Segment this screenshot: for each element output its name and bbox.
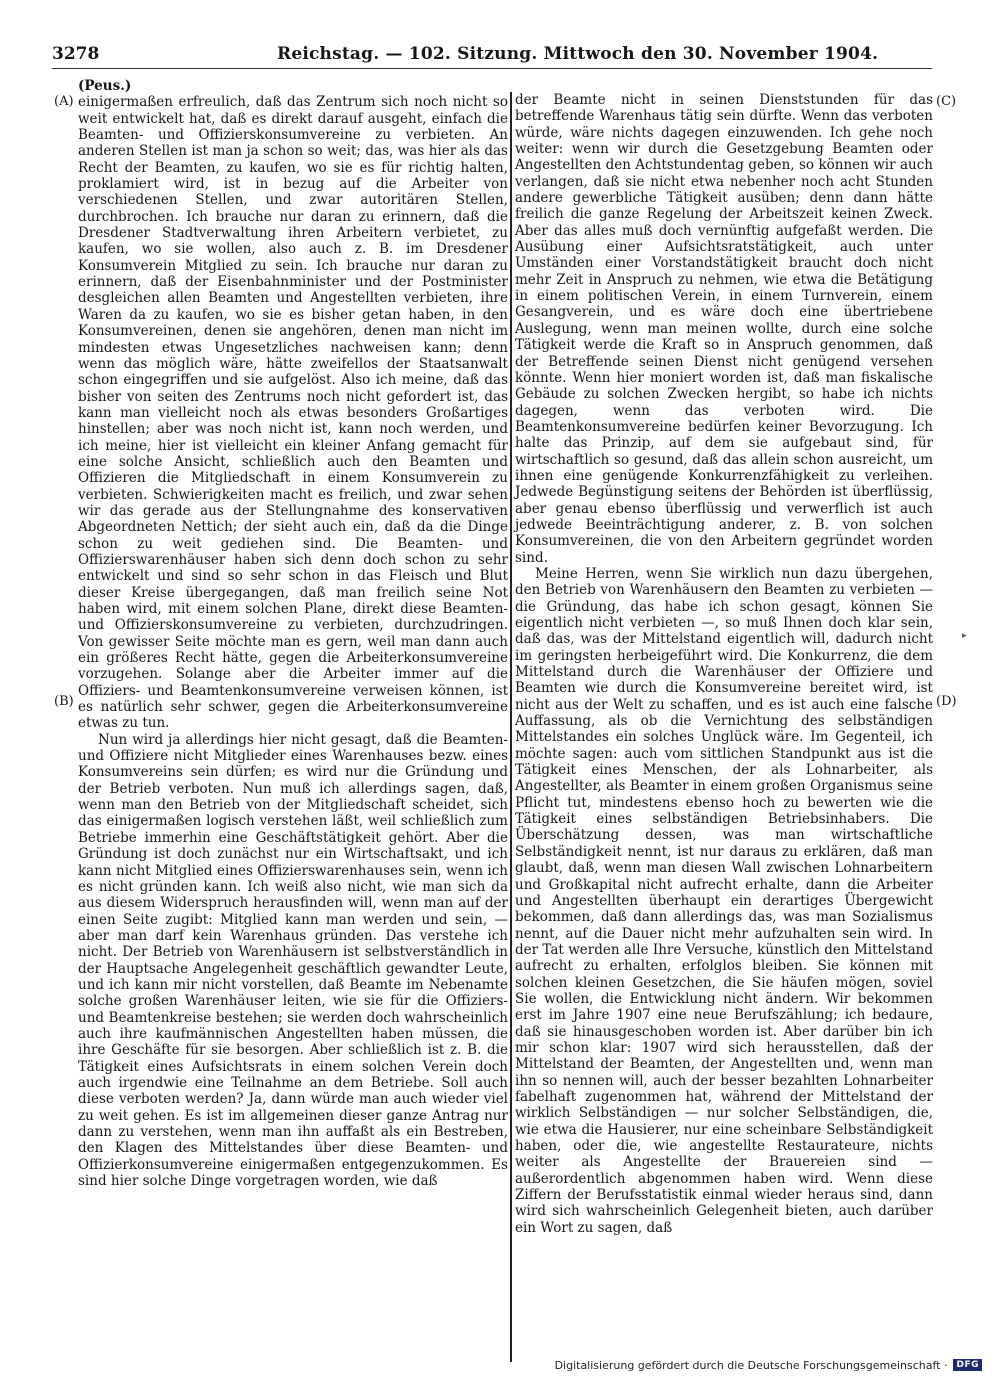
right-column (515, 92, 933, 1236)
margin-mark-d: (D) (936, 694, 957, 709)
running-title: Reichstag. — 102. Sitzung. Mittwoch den 30. November 1904. (277, 44, 879, 64)
footer (555, 1357, 982, 1373)
dfg-logo-icon: DFG (953, 1359, 982, 1371)
right-paragraph-2: Meine Herren, wenn Sie wirklich nun dazu übergehen, den Betrieb von Warenhäusern den Beamten zu verbieten — die Gründung, das habe ich schon gesagt, können Sie eigentlich nicht verbieten —, so muß Ihnen doch klar sein, daß das, was der Mittelstand eigentlich will, dadurch nicht im geringsten herbeigeführt wird. Die Konkurrenz, die dem Mittelstand durch die Warenhäuser der Offiziere und Beamten wie durch die Konsumvereine bereitet wird, ist nicht aus der Welt zu schaffen, und es ist auch eine falsche Auffassung, als ob die Vernichtung des selbständigen Mittelstandes ein solches Unglück wäre. Im Gegenteil, ich möchte sagen: auch vom sittlichen Standpunkt aus ist die Tätigkeit eines Menschen, der als Lohnarbeiter, als Angestellter, als Beamter in einem großen Organismus seine Pflicht tut, mindestens ebenso hoch zu bewerten wie die Tätigkeit eines selbständigen Betriebsinhabers. Die Überschätzung dessen, was man wirtschaftliche Selbständigkeit nennt, ist nur daraus zu erklären, daß man glaubt, daß, wenn man diesen Wall zwischen Lohnarbeitern und Großkapital nicht aufrecht erhalte, dann die Arbeiter und Angestellten überhaupt ein derartiges Übergewicht bekommen, daß dann allerdings das, was man Sozialismus nennt, auf die Dauer nicht mehr aufzuhalten sein wird. In der Tat werden alle Ihre Versuche, künstlich den Mittelstand aufrecht zu erhalten, erfolglos bleiben. Sie können mit solchen kleinen Gesetzchen, die Sie häufen mögen, soviel Sie wollen, die Entwicklung nicht ändern. Wir bekommen erst im Jahre 1907 eine neue Berufszählung; ich bedaure, daß sie hinausgeschoben worden ist. Aber darüber bin ich mir schon klar: 1907 wird sich herausstellen, daß der Mittelstand der Beamten, der Angestellten und, wenn man ihn so nennen will, auch der besser bezahlten Lohnarbeiter fabelhaft zugenommen hat, während der Mittelstand der wirklich Selbständigen — nur solcher Selbständigen, die, wie etwa die Hausierer, nur eine scheinbare Selbständigkeit haben, oder die, wie angestellte Restaurateure, nichts weiter als Angestellte der Brauereien sind — außerordentlich abgenommen haben wird. Wenn diese Ziffern der Berufsstatistik einmal wieder heraus sind, dann wird sich wahrscheinlich Gelegenheit bieten, auch darüber ein Wort zu sagen, daß (515, 565, 933, 1236)
column-rule (510, 92, 512, 1362)
header-rule (52, 68, 932, 69)
margin-tick-icon: ▸ (962, 631, 967, 641)
right-paragraph-1: der Beamte nicht in seinen Dienststunden für das betreffende Warenhaus tätig sein dürfte. Wenn das verboten würde, wäre nichts dagegen einzuwenden. Ich gehe noch weiter: wenn wir durch die Gesetzgebung Beamten oder Angestellten den Achtstundentag geben, so können wir auch verlangen, daß sie nicht etwa nebenher noch acht Stunden andere gewerbliche Tätigkeit ausüben; denn dann hätte freilich die ganze Regelung der Arbeitszeit keinen Zweck. Aber das alles muß doch vernünftig aufgefaßt werden. Die Ausübung einer Aufsichtsratstätigkeit, auch unter Umständen einer Vorstandstätigkeit braucht doch nicht mehr Zeit in Anspruch zu nehmen, wie etwa die Betätigung in einem politischen Verein, in einem Turnverein, einem Gesangverein, und es wäre doch eine übertriebene Auslegung, wenn man meinen wollte, durch eine solche Tätigkeit werde die Kraft so in Anspruch genommen, daß der Betreffende seinen Dienst nicht genügend versehen könnte. Wenn hier moniert worden ist, daß man fiskalische Gebäude zu solchen Zwecken hergibt, so habe ich nichts dagegen, wenn das verboten wird. Die Beamtenkonsumvereine bedürfen keiner Bevorzugung. Ich halte das Prinzip, auf dem sie aufgebaut sind, für wirtschaftlich so gesund, daß das allein schon ausreicht, um ihnen eine genügende Konkurrenzfähigkeit zu verleihen. Jedwede Begünstigung seitens der Behörden ist überflüssig, aber genau ebenso überflüssig und verwerflich ist auch jedwede Beeinträchtigung anderer, z. B. von solchen Konsumvereinen, die von den Arbeitern gegründet worden sind. (515, 92, 933, 566)
page-number: 3278 (52, 44, 100, 64)
left-paragraph-1: einigermaßen erfreulich, daß das Zentrum sich noch nicht so weit entwickelt hat, daß es direkt darauf ausgeht, einfach die Beamten- und Offizierskonsumvereine zu verbieten. An anderen Stellen ist man ja schon so weit; das, was hier als das Recht der Beamten, zu kaufen, wo sie es für richtig halten, proklamiert wird, ist in bezug auf die Arbeiter von verschiedenen Stellen, und zwar autoritären Stellen, durchbrochen. Ich brauche nur daran zu erinnern, daß die Dresdener Stadtverwaltung ihren Arbeitern verbietet, zu kaufen, wo sie wollen, also auch z. B. im Dresdener Konsumverein Mitglied zu sein. Ich brauche nur daran zu erinnern, daß der Eisenbahnminister und der Postminister desgleichen allen Beamten und Angestellten verbieten, ihre Waren da zu kaufen, wo sie es bisher getan haben, in den Konsumvereinen, denen sie angehören, denen man nicht im mindesten etwas Ungesetzliches nachweisen kann; denn wenn das möglich wäre, hätte zweifellos der Staatsanwalt schon eingegriffen und sie aufgelöst. Also ich meine, daß das bisher von seiten des Zentrums noch nicht gefordert ist, das kann man vielleicht noch als etwas besonders Großartiges hinstellen; aber was noch nicht ist, kann noch werden, und ich meine, hier ist vielleicht ein kleiner Anfang gemacht für eine solche Ansicht, schließlich auch den Beamten und Offizieren die Mitgliedschaft in einem Konsumverein zu verbieten. Schwierigkeiten macht es freilich, und zwar sehen wir das gerade aus der Stellungnahme des konservativen Abgeordneten Nettich; der sieht auch ein, daß da die Dinge schon zu weit gediehen sind. Die Beamten- und Offizierswarenhäuser haben sich denn doch schon zu sehr entwickelt und sind so sehr schon in das Fleisch und Blut dieser Kreise übergegangen, daß man freilich seine Not haben wird, mit einem solchen Plane, direkt diese Beamten- und Offizierskonsumvereine zu verbieten, durchzudringen. Von gewisser Seite möchte man es gern, weil man dann auch ein größeres Recht hätte, gegen die Arbeiterkonsumvereine vorzugehen. Solange aber die Arbeiter immer auf die Offiziers- und Beamtenkonsumvereine verweisen können, ist es natürlich sehr schwer, gegen die Arbeiterkonsumvereine etwas zu tun. (78, 94, 508, 732)
margin-mark-c: (C) (936, 94, 957, 109)
left-column (78, 78, 508, 1189)
margin-mark-b: (B) (54, 694, 74, 709)
page-header (52, 44, 932, 68)
left-paragraph-2: Nun wird ja allerdings hier nicht gesagt, daß die Beamten- und Offiziere nicht Mitglieder eines Warenhauses bezw. eines Konsumvereins sein dürfen; es wird nur die Gründung und der Betrieb verboten. Nun muß ich allerdings sagen, daß, wenn man den Betrieb von der Mitgliedschaft scheidet, sich das einigermaßen logisch verstehen läßt, weil schließlich zum Betriebe immerhin eine Geschäftstätigkeit gehört. Aber die Gründung ist doch zunächst nur ein Wirtschaftsakt, und ich kann nicht Mitglied eines Offizierswarenhauses sein, wenn ich es nicht gründen kann. Ich weiß also nicht, wie man sich da aus diesem Widerspruch herausfinden will, wenn man auf der einen Seite zugibt: Mitglied kann man werden und sein, — aber man darf kein Warenhaus gründen. Das verstehe ich nicht. Der Betrieb von Warenhäusern ist selbstverständlich in der Hauptsache Angelegenheit geschäftlich gewandter Leute, und ich kann mir nicht vorstellen, daß Beamte im Nebenamte solche großen Warenhäuser leiten, wie sie für die Offiziers- und Beamtenkreise bestehen; sie werden doch wahrscheinlich auch ihre kaufmännischen Angestellten haben müssen, die ihre Geschäfte für sie besorgen. Aber schließlich ist z. B. die Tätigkeit eines Aufsichtsrats in einem solchen Verein doch auch irgendwie eine Teilnahme an dem Betriebe. Soll auch diese verboten werden? Ja, dann würde man auch wieder viel zu weit gehen. Es ist im allgemeinen dieser ganze Antrag nur dann zu verstehen, wenn man ihn auffaßt als ein Bestreben, den Klagen des Mittelstandes über diese Beamten- und Offizierkonsumvereine einigermaßen entgegenzukommen. Es sind hier solche Dinge vorgetragen worden, wie daß (78, 731, 508, 1190)
margin-mark-a: (A) (54, 94, 74, 109)
speaker-name: (Peus.) (78, 78, 132, 94)
footer-text: Digitalisierung gefördert durch die Deutsche Forschungsgemeinschaft · (554, 1358, 948, 1372)
